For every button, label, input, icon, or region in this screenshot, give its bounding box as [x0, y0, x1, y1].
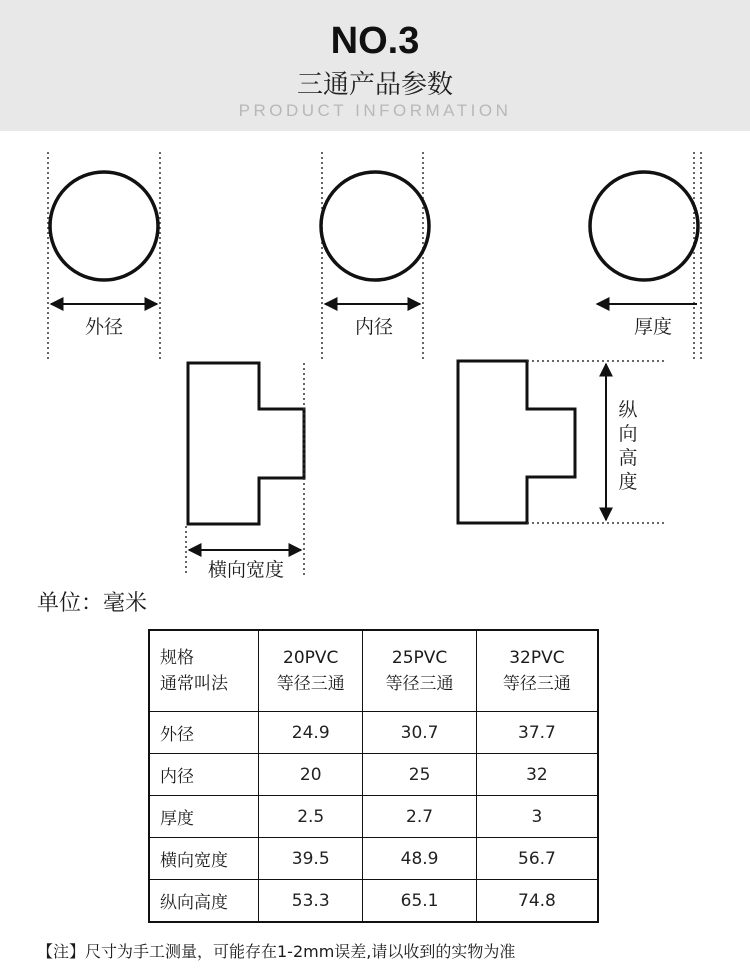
- table-cell: 48.9: [363, 838, 477, 880]
- table-row: [149, 712, 598, 754]
- outer-diameter-figure: [48, 152, 160, 360]
- header-column-cell: [363, 630, 477, 712]
- table-cell: 39.5: [259, 838, 363, 880]
- row-label: 内径: [149, 754, 259, 796]
- section-subtitle: PRODUCT INFORMATION: [238, 101, 512, 120]
- table-cell: 24.9: [259, 712, 363, 754]
- tee-width-figure: [186, 363, 304, 581]
- spec-table: [148, 629, 599, 923]
- tee-outline: [188, 363, 304, 524]
- pipe-circle: [321, 172, 429, 280]
- table-cell: 2.5: [259, 796, 363, 838]
- column-spec: 20PVC: [283, 648, 339, 668]
- header-column-cell: [476, 630, 598, 712]
- unit-label: 单位：毫米: [37, 591, 148, 616]
- header-label-cell: [149, 630, 259, 712]
- row-label: 横向宽度: [149, 838, 259, 880]
- inner-diameter-label: 内径: [354, 316, 394, 338]
- section-number: NO.3: [330, 20, 420, 62]
- table-cell: 37.7: [476, 712, 598, 754]
- column-spec: 25PVC: [391, 648, 448, 668]
- tee-height-figure: [458, 361, 666, 523]
- table-row: [149, 796, 598, 838]
- header-column-cell: [259, 630, 363, 712]
- header-label-line1: 规格: [160, 648, 194, 668]
- header-label-line2: 通常叫法: [160, 674, 228, 694]
- thickness-label: 厚度: [633, 316, 673, 338]
- section-title: 三通产品参数: [296, 70, 453, 100]
- thickness-figure: [590, 152, 701, 360]
- table-cell: 20: [259, 754, 363, 796]
- vertical-height-char: 高: [618, 447, 638, 469]
- pipe-circle: [590, 172, 698, 280]
- row-label: 外径: [149, 712, 259, 754]
- vertical-height-char: 向: [618, 423, 638, 445]
- outer-diameter-label: 外径: [84, 316, 124, 338]
- row-label: 纵向高度: [149, 880, 259, 923]
- tee-outline: [458, 361, 575, 523]
- horizontal-width-label: 横向宽度: [207, 559, 285, 581]
- pipe-circle: [50, 172, 158, 280]
- column-type: 等径三通: [502, 674, 571, 694]
- table-cell: 53.3: [259, 880, 363, 923]
- table-cell: 74.8: [476, 880, 598, 923]
- table-cell: 65.1: [363, 880, 477, 923]
- table-cell: 32: [476, 754, 598, 796]
- inner-diameter-figure: [321, 152, 429, 360]
- table-row: [149, 754, 598, 796]
- table-cell: 25: [363, 754, 477, 796]
- table-cell: 3: [476, 796, 598, 838]
- vertical-height-char: 度: [618, 471, 638, 493]
- table-cell: 2.7: [363, 796, 477, 838]
- table-cell: 30.7: [363, 712, 477, 754]
- table-row: [149, 838, 598, 880]
- row-label: 厚度: [149, 796, 259, 838]
- column-type: 等径三通: [385, 674, 454, 694]
- column-type: 等径三通: [276, 674, 345, 694]
- table-row: [149, 880, 598, 923]
- measurement-note: 【注】尺寸为手工测量，可能存在1-2mm误差,请以收到的实物为准: [37, 942, 516, 961]
- table-cell: 56.7: [476, 838, 598, 880]
- vertical-height-char: 纵: [618, 399, 638, 421]
- table-header-row: [149, 630, 598, 712]
- column-spec: 32PVC: [509, 648, 565, 668]
